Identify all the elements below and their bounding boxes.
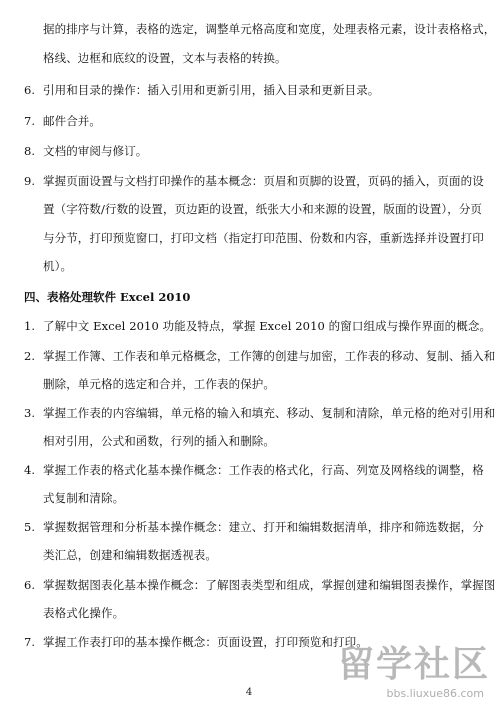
list-number: 8. xyxy=(24,144,36,158)
list-text: 机）。 xyxy=(43,259,73,273)
list-text: 文档的审阅与修订。 xyxy=(43,144,148,158)
list-text: 式复制和清除。 xyxy=(43,491,125,505)
list-number: 2. xyxy=(24,349,36,363)
list-text: 掌握工作表的格式化基本操作概念：工作表的格式化，行高、列宽及网格线的调整，格 xyxy=(43,463,484,477)
list-number: 7. xyxy=(24,114,36,128)
watermark-logo xyxy=(302,645,490,705)
list-text: 掌握数据图表化基本操作概念：了解图表类型和组成，掌握创建和编辑图表操作，掌握图 xyxy=(43,578,496,592)
list-text: 掌握页面设置与文档打印操作的基本概念：页眉和页脚的设置，页码的插入，页面的设 xyxy=(43,174,484,188)
list-text: 掌握工作表打印的基本操作概念：页面设置，打印预览和打印。 xyxy=(43,635,368,649)
list-text: 与分节，打印预览窗口，打印文档（指定打印范围、份数和内容，重新选择并设置打印 xyxy=(43,231,484,245)
list-text: 引用和目录的操作：插入引用和更新引用，插入目录和更新目录。 xyxy=(43,83,380,97)
continuation-text: 格线、边框和底纹的设置，文本与表格的转换。 xyxy=(43,51,287,65)
list-text: 类汇总，创建和编辑数据透视表。 xyxy=(43,548,217,562)
list-text: 掌握数据管理和分析基本操作概念：建立、打开和编辑数据清单，排序和筛选数据，分 xyxy=(43,520,484,534)
list-number: 4. xyxy=(24,463,36,477)
list-text: 删除，单元格的选定和合并，工作表的保护。 xyxy=(43,377,275,391)
continuation-text: 据的排序与计算，表格的选定，调整单元格高度和宽度，处理表格元素，设计表格格式， xyxy=(43,22,496,36)
list-number: 1. xyxy=(24,319,36,333)
list-text: 掌握工作簿、工作表和单元格概念，工作簿的创建与加密，工作表的移动、复制、插入和 xyxy=(43,349,496,363)
list-number: 3. xyxy=(24,406,36,420)
page-number: 4 xyxy=(245,687,253,698)
list-text: 邮件合并。 xyxy=(43,114,101,128)
list-number: 5. xyxy=(24,520,36,534)
watermark-title: 留学社区 xyxy=(337,644,490,685)
list-text: 相对引用，公式和函数，行列的插入和删除。 xyxy=(43,434,275,448)
section-heading: 四、表格处理软件 Excel 2010 xyxy=(24,290,191,304)
list-text: 表格式化操作。 xyxy=(43,606,125,620)
list-text: 置（字符数/行数的设置，页边距的设置，纸张大小和来源的设置，版面的设置），分页 xyxy=(43,202,483,216)
list-text: 了解中文 Excel 2010 功能及特点，掌握 Excel 2010 的窗口组成与操作界面的概念。 xyxy=(43,319,492,333)
list-number: 6. xyxy=(24,83,36,97)
list-number: 9. xyxy=(24,174,36,188)
list-number: 6. xyxy=(24,578,36,592)
list-text: 掌握工作表的内容编辑，单元格的输入和填充、移动、复制和清除，单元格的绝对引用和 xyxy=(43,406,496,420)
list-number: 7. xyxy=(24,635,36,649)
watermark-url: bbs.liuxue86.com xyxy=(386,687,484,700)
